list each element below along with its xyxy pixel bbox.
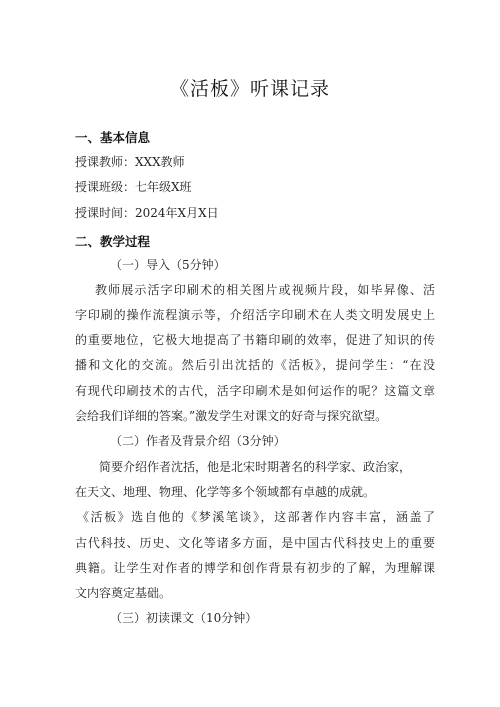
paragraph-line: 简要介绍作者沈括，他是北宋时期著名的科学家、政治家， <box>99 460 412 474</box>
paragraph-line: 播和文化的交流。然后引出沈括的《活板》，提问学生：“在没 <box>75 358 435 372</box>
paragraph-line: 在天文、地理、物理、化学等多个领域都有卓越的成就。 <box>75 485 376 499</box>
paragraph-line: 典籍。让学生对作者的博学和创作背景有初步的了解，为理解课 <box>75 561 435 575</box>
paragraph-line: 《活板》选自他的《梦溪笔谈》，这部著作内容丰富，涵盖了 <box>77 510 435 524</box>
section-heading-basic-info: 一、基本信息 <box>75 130 151 145</box>
paragraph-line: 教师展示活字印刷术的相关图片或视频片段，如毕昇像、活 <box>95 283 435 297</box>
info-teacher: 授课教师：XXX教师 <box>75 155 185 169</box>
section-heading-teaching-process: 二、教学过程 <box>75 234 151 249</box>
subheading-intro: （一）导入（5分钟） <box>110 258 226 272</box>
paragraph-line: 的重要地位，它极大地提高了书籍印刷的效率，促进了知识的传 <box>75 333 435 347</box>
paragraph-line: 文内容奠定基础。 <box>75 586 172 600</box>
document-title: 《活板》听课记录 <box>169 78 330 100</box>
paragraph-line: 有现代印刷技术的古代，活字印刷术是如何运作的呢？这篇文章 <box>75 384 435 398</box>
paragraph-line: 字印刷的操作流程演示等，介绍活字印刷术在人类文明发展史上 <box>75 308 435 322</box>
subheading-first-reading: （三）初读课文（10分钟） <box>110 611 258 625</box>
paragraph-line: 古代科技、历史、文化等诸多方面，是中国古代科技史上的重要 <box>75 536 435 550</box>
paragraph-line: 会给我们详细的答案。”激发学生对课文的好奇与探究欲望。 <box>75 409 388 423</box>
info-time: 授课时间：2024年X月X日 <box>75 206 219 220</box>
subheading-author-background: （二）作者及背景介绍（3分钟） <box>110 434 286 448</box>
info-class: 授课班级：七年级X班 <box>75 180 192 194</box>
